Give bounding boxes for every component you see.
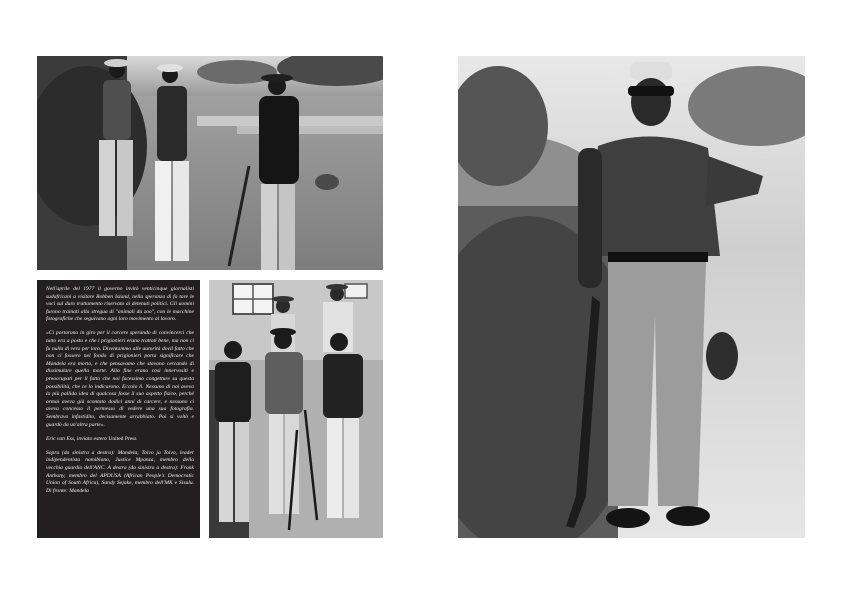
photo-mandela-portrait: [458, 56, 805, 538]
photo-group-prisoners-top: [37, 56, 383, 270]
credit-name: Eric van Ess, inviato estero: [46, 435, 107, 442]
quote-credit: [46, 436, 194, 444]
credit-agency: United Press: [108, 435, 137, 442]
photo-caption: Sopra (da sinistra a destra): Mandela, Toivo ja Toivo, leader indipendentista namibiano, Justice Mpanza, membro della vecchia guardia dell'ANC. A destra (da sinistra a destra): Frank Anthony, membro del APDUSA (African People's Democratic Union of South Africa), Sandy Sejake, membro dell'MK e Sisulu. Di fronte: Mandela: [46, 449, 194, 494]
quote-paragraph: «Ci portarono in giro per il carcere sperando di convincerci che tutto era a posto e che i prigionieri erano trattati bene, ma non ci fu nulla di vero per loro. Diventammo alle autorità dovil fatto che non ci fossero nel fondo di prigionieri porta significare che Mandela era morto, e che pensavamo che stavano cercando di dissimulare quella morte. Alla fine erano così innervositi e preoccupati per il fatto che noi facessimo congetture su questa possibilità, che ce lo indicarono. Eccolo lì. Nessuno di noi aveva la più pallida idea di qualcosa fosse il suo aspetto fisico, perché ormai aveva già scontato dodici anni di carcere, e nessuno ci aveva concesso il permesso di vedere una sua fotografia. Sembrava infastidito, decisamente arrabbiato. Poi si voltò e guardò da un'altra parte».: [46, 330, 194, 428]
text-panel: [37, 280, 200, 538]
intro-paragraph: Nell'aprile del 1977 il governo invitò venticinque giornalisti sudafricani a visitare Robben Island, nella speranza di fa tare le voci sul duro trattamento riservato ai detenuti politici. Gli uomini furono trainati alla stregua di "animali da zoo", con le macchine fotografiche che seguivano ogni loro movimento al lavoro.: [46, 286, 194, 323]
photo-group-prisoners-guards: [209, 280, 383, 538]
